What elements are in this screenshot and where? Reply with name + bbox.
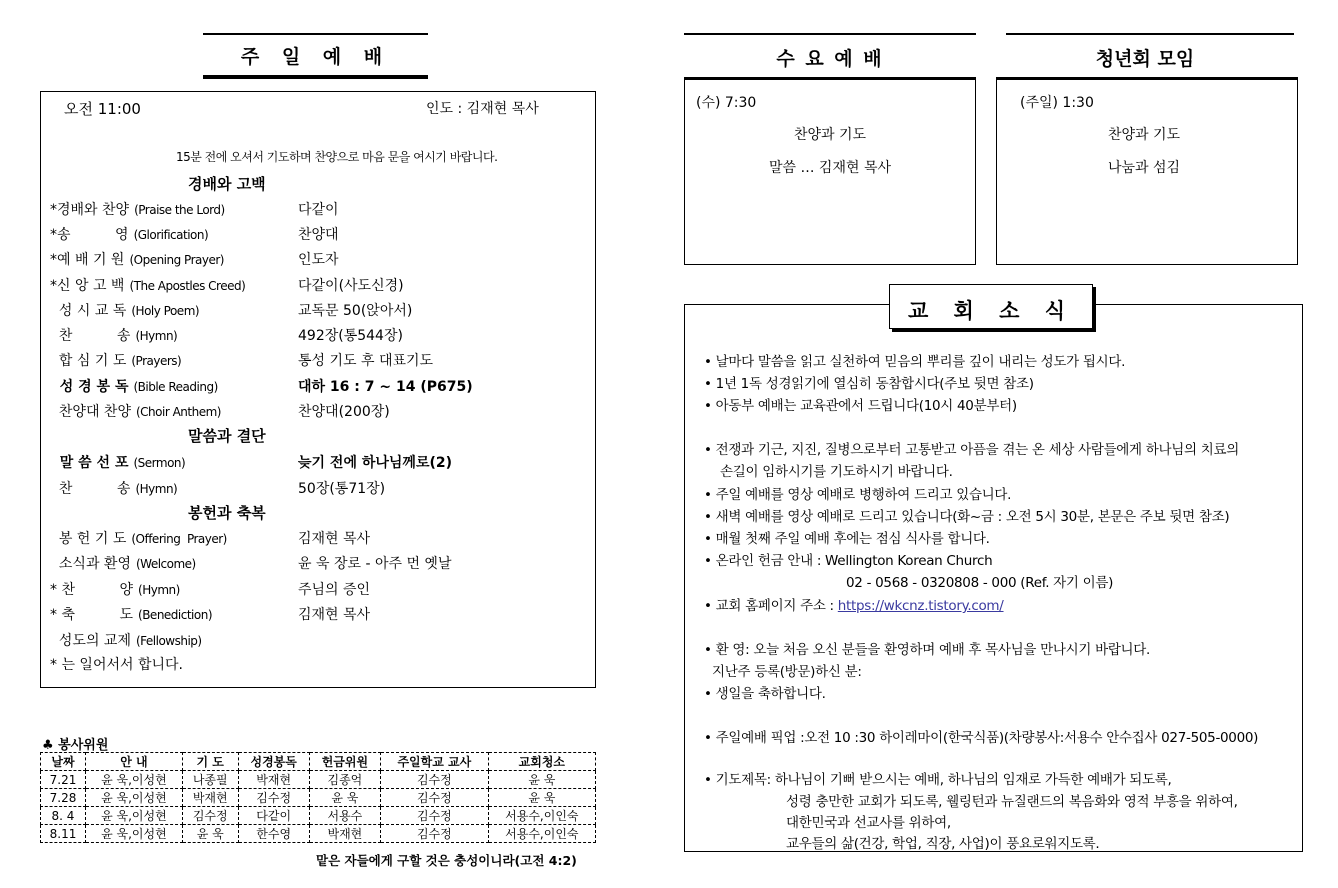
order-item-label: 찬 송 xyxy=(50,481,131,497)
header-prayer: 기 도 xyxy=(182,753,238,771)
order-item-english: (Fellowship) xyxy=(135,634,202,648)
news-line: • 아동부 예배는 교육관에서 드립니다(10시 40분부터) xyxy=(704,398,1017,414)
order-item-english: (Welcome) xyxy=(135,557,196,571)
volunteers-header-row xyxy=(41,753,596,771)
youth-line2: 나눔과 섬김 xyxy=(1107,160,1181,176)
cell-usher: 윤 욱,이성현 xyxy=(85,825,182,843)
order-item-label: 말 씀 선 포 xyxy=(50,455,129,471)
cell-offering: 윤 욱 xyxy=(309,789,380,807)
cell-reading: 김수정 xyxy=(238,789,309,807)
order-item-value: 교독문 50(앉아서) xyxy=(298,303,413,319)
church-news-title: 교 회 소 식 xyxy=(907,299,1075,323)
order-item xyxy=(50,325,177,345)
order-item-english: (Hymn) xyxy=(135,329,178,343)
order-item-value: 윤 욱 장로 - 아주 먼 옛날 xyxy=(298,556,452,572)
news-line: • 온라인 헌금 안내 : Wellington Korean Church xyxy=(704,553,993,569)
order-item-english: (Offering Prayer) xyxy=(131,532,227,546)
cell-prayer: 박재현 xyxy=(182,789,238,807)
order-item-value: 주님의 증인 xyxy=(298,582,371,598)
order-item-label: * 찬 양 xyxy=(50,582,134,598)
cell-usher: 윤 욱,이성현 xyxy=(85,807,182,825)
header-date: 날짜 xyxy=(41,753,86,771)
order-item xyxy=(50,452,185,472)
order-item-value: 찬양대(200장) xyxy=(298,404,390,420)
order-item-value: 50장(통71장) xyxy=(298,481,386,497)
homepage-label: • 교회 홈페이지 주소 : xyxy=(704,598,838,614)
order-item xyxy=(50,300,199,320)
sunday-title-bottom-rule xyxy=(203,75,428,79)
order-item-english: (Choir Anthem) xyxy=(135,405,221,419)
order-item-label: *예 배 기 원 xyxy=(50,252,125,268)
order-item-english: (Praise the Lord) xyxy=(134,203,225,217)
order-item xyxy=(50,249,224,269)
order-item xyxy=(50,401,221,421)
news-line: • 기도제목: 하나님이 기뻐 받으시는 예배, 하나님의 임재로 가득한 예배가 되도록, xyxy=(704,772,1172,788)
order-item-value: 다같이(사도신경) xyxy=(298,278,404,294)
wednesday-service-title: 수 요 예 배 xyxy=(776,48,884,70)
news-line: 교우들의 삶(건강, 학업, 직장, 사업)이 풍요로워지도록. xyxy=(786,836,1100,852)
order-item xyxy=(50,553,196,573)
volunteers-table xyxy=(40,752,596,843)
order-item-label: 성 경 봉 독 xyxy=(50,379,129,395)
cell-cleaning: 서용수,이인숙 xyxy=(488,807,595,825)
news-line: • 생일을 축하합니다. xyxy=(704,686,826,702)
table-row xyxy=(41,789,596,807)
order-item-value: 다같이 xyxy=(298,202,339,218)
news-line: 성령 충만한 교회가 되도록, 웰링턴과 뉴질랜드의 복음화와 영적 부흥을 위하여, xyxy=(786,794,1238,810)
table-row xyxy=(41,771,596,789)
order-item-value: 대하 16 : 7 ~ 14 (P675) xyxy=(298,379,473,395)
order-item-english: (Glorification) xyxy=(133,228,209,242)
order-item-label: 봉 헌 기 도 xyxy=(50,531,127,547)
order-item xyxy=(50,630,202,650)
order-item xyxy=(50,350,181,370)
order-item-english: (Prayers) xyxy=(131,354,182,368)
order-item-english: (Opening Prayer) xyxy=(129,253,224,267)
order-item xyxy=(50,199,225,219)
news-line: • 새벽 예배를 영상 예배로 드리고 있습니다(화~금 : 오전 5시 30분, 본문은 주보 뒷면 참조) xyxy=(704,509,1230,525)
section-word-decision: 말씀과 결단 xyxy=(188,427,266,445)
cell-sunday-school: 김수정 xyxy=(380,789,488,807)
news-line: • 1년 1독 성경읽기에 열심히 동참합시다(주보 뒷면 참조) xyxy=(704,376,1034,392)
news-line: • 날마다 말씀을 읽고 실천하여 믿음의 뿌리를 깊이 내리는 성도가 됩시다. xyxy=(704,354,1126,370)
cell-usher: 윤 욱,이성현 xyxy=(85,789,182,807)
service-notice: 15분 전에 오셔서 기도하며 찬양으로 마음 문을 여시기 바랍니다. xyxy=(176,150,498,164)
order-item-value: 김재현 목사 xyxy=(298,607,371,623)
order-item-label: 합 심 기 도 xyxy=(50,353,127,369)
order-item-english: (Hymn) xyxy=(135,482,178,496)
order-item-value: 김재현 목사 xyxy=(298,531,371,547)
cell-cleaning: 서용수,이인숙 xyxy=(488,825,595,843)
cell-usher: 윤 욱,이성현 xyxy=(85,771,182,789)
sunday-service-title: 주 일 예 배 xyxy=(240,46,391,68)
order-item-label: *송 영 xyxy=(50,227,129,243)
order-item-value: 늦기 전에 하나님께로(2) xyxy=(298,455,453,471)
wednesday-time: (수) 7:30 xyxy=(696,95,757,111)
cell-offering: 박재현 xyxy=(309,825,380,843)
order-item-value: 492장(통544장) xyxy=(298,328,403,344)
order-item-value: 통성 기도 후 대표기도 xyxy=(298,353,434,369)
standing-footnote: * 는 일어서서 합니다. xyxy=(50,657,183,673)
order-item-english: (Hymn) xyxy=(138,583,180,597)
order-item-label: 찬 송 xyxy=(50,328,131,344)
cell-reading: 박재현 xyxy=(238,771,309,789)
order-item-english: (Sermon) xyxy=(133,456,186,470)
news-line: 대한민국과 선교사를 위하여, xyxy=(786,815,951,831)
news-line: • 주일 예배를 영상 예배로 병행하여 드리고 있습니다. xyxy=(704,487,1012,503)
memory-verse: 맡은 자들에게 구할 것은 충성이니라(고전 4:2) xyxy=(316,853,577,868)
cell-date: 7.28 xyxy=(41,789,86,807)
section-worship-confession: 경배와 고백 xyxy=(188,175,266,193)
order-item xyxy=(50,224,208,244)
wednesday-line1: 찬양과 기도 xyxy=(793,127,867,143)
order-item-label: 성도의 교제 xyxy=(50,633,131,649)
order-item-label: 찬양대 찬양 xyxy=(50,404,131,420)
order-item-english: (Holy Poem) xyxy=(131,304,200,318)
youth-title-rule xyxy=(1006,33,1294,35)
order-item-label: * 축 도 xyxy=(50,607,134,623)
wednesday-line2: 말씀 … 김재현 목사 xyxy=(768,160,892,176)
table-row xyxy=(41,825,596,843)
header-usher: 안 내 xyxy=(85,753,182,771)
youth-line1: 찬양과 기도 xyxy=(1107,127,1181,143)
cell-reading: 다같이 xyxy=(238,807,309,825)
news-line: 02 - 0568 - 0320808 - 000 (Ref. 자기 이름) xyxy=(846,575,1114,591)
homepage-link[interactable]: https://wkcnz.tistory.com/ xyxy=(837,598,1004,614)
section-offering-blessing: 봉헌과 축복 xyxy=(188,504,266,522)
news-line: 손길이 임하시기를 기도하시기 바랍니다. xyxy=(720,464,953,480)
service-time: 오전 11:00 xyxy=(64,100,141,118)
header-cleaning: 교회청소 xyxy=(488,753,595,771)
youth-time: (주일) 1:30 xyxy=(1020,95,1094,111)
cell-prayer: 나종필 xyxy=(182,771,238,789)
order-item-label: *경배와 찬양 xyxy=(50,202,130,218)
order-item-label: 소식과 환영 xyxy=(50,556,131,572)
cell-sunday-school: 김수정 xyxy=(380,825,488,843)
table-row xyxy=(41,807,596,825)
order-item-label: *신 앙 고 백 xyxy=(50,278,125,294)
order-item-english: (Benediction) xyxy=(138,608,213,622)
cell-cleaning: 윤 욱 xyxy=(488,789,595,807)
cell-sunday-school: 김수정 xyxy=(380,807,488,825)
header-sunday-school: 주일학교 교사 xyxy=(380,753,488,771)
youth-meeting-title: 청년회 모임 xyxy=(1095,48,1195,70)
order-item-label: 성 시 교 독 xyxy=(50,303,127,319)
news-line: 지난주 등록(방문)하신 분: xyxy=(712,664,862,680)
news-line: • 환 영: 오늘 처음 오신 분들을 환영하며 예배 후 목사님을 만나시기 바랍니다. xyxy=(704,642,1151,658)
order-item xyxy=(50,528,227,548)
cell-prayer: 김수정 xyxy=(182,807,238,825)
cell-reading: 한수영 xyxy=(238,825,309,843)
order-item xyxy=(50,275,245,295)
wednesday-title-rule xyxy=(684,33,976,35)
news-line: • 주일예배 픽업 :오전 10 :30 하이레마이(한국식품)(차량봉사:서용수 안수집사 027-505-0000) xyxy=(704,730,1259,746)
order-item-value: 인도자 xyxy=(298,252,339,268)
header-reading: 성경봉독 xyxy=(238,753,309,771)
cell-date: 7.21 xyxy=(41,771,86,789)
order-item-english: (The Apostles Creed) xyxy=(129,279,246,293)
cell-date: 8. 4 xyxy=(41,807,86,825)
cell-offering: 서용수 xyxy=(309,807,380,825)
cell-offering: 김종억 xyxy=(309,771,380,789)
order-item xyxy=(50,376,218,396)
cell-sunday-school: 김수정 xyxy=(380,771,488,789)
header-offering: 헌금위원 xyxy=(309,753,380,771)
news-line: • 전쟁과 기근, 지진, 질병으로부터 고통받고 아픔을 겪는 온 세상 사람들에게 하나님의 치료의 xyxy=(704,442,1239,458)
order-item xyxy=(50,579,180,599)
order-item-value: 찬양대 xyxy=(298,227,339,243)
order-item xyxy=(50,604,212,624)
news-line: • 매월 첫째 주일 예배 후에는 점심 식사를 합니다. xyxy=(704,531,990,547)
order-item-english: (Bible Reading) xyxy=(133,380,218,394)
order-item xyxy=(50,478,177,498)
service-leader: 인도 : 김재현 목사 xyxy=(426,101,539,117)
cell-prayer: 윤 욱 xyxy=(182,825,238,843)
volunteers-title: ♣ 봉사위원 xyxy=(42,738,109,753)
sunday-title-top-rule xyxy=(203,33,428,35)
cell-cleaning: 윤 욱 xyxy=(488,771,595,789)
cell-date: 8.11 xyxy=(41,825,86,843)
news-line xyxy=(704,594,1004,614)
